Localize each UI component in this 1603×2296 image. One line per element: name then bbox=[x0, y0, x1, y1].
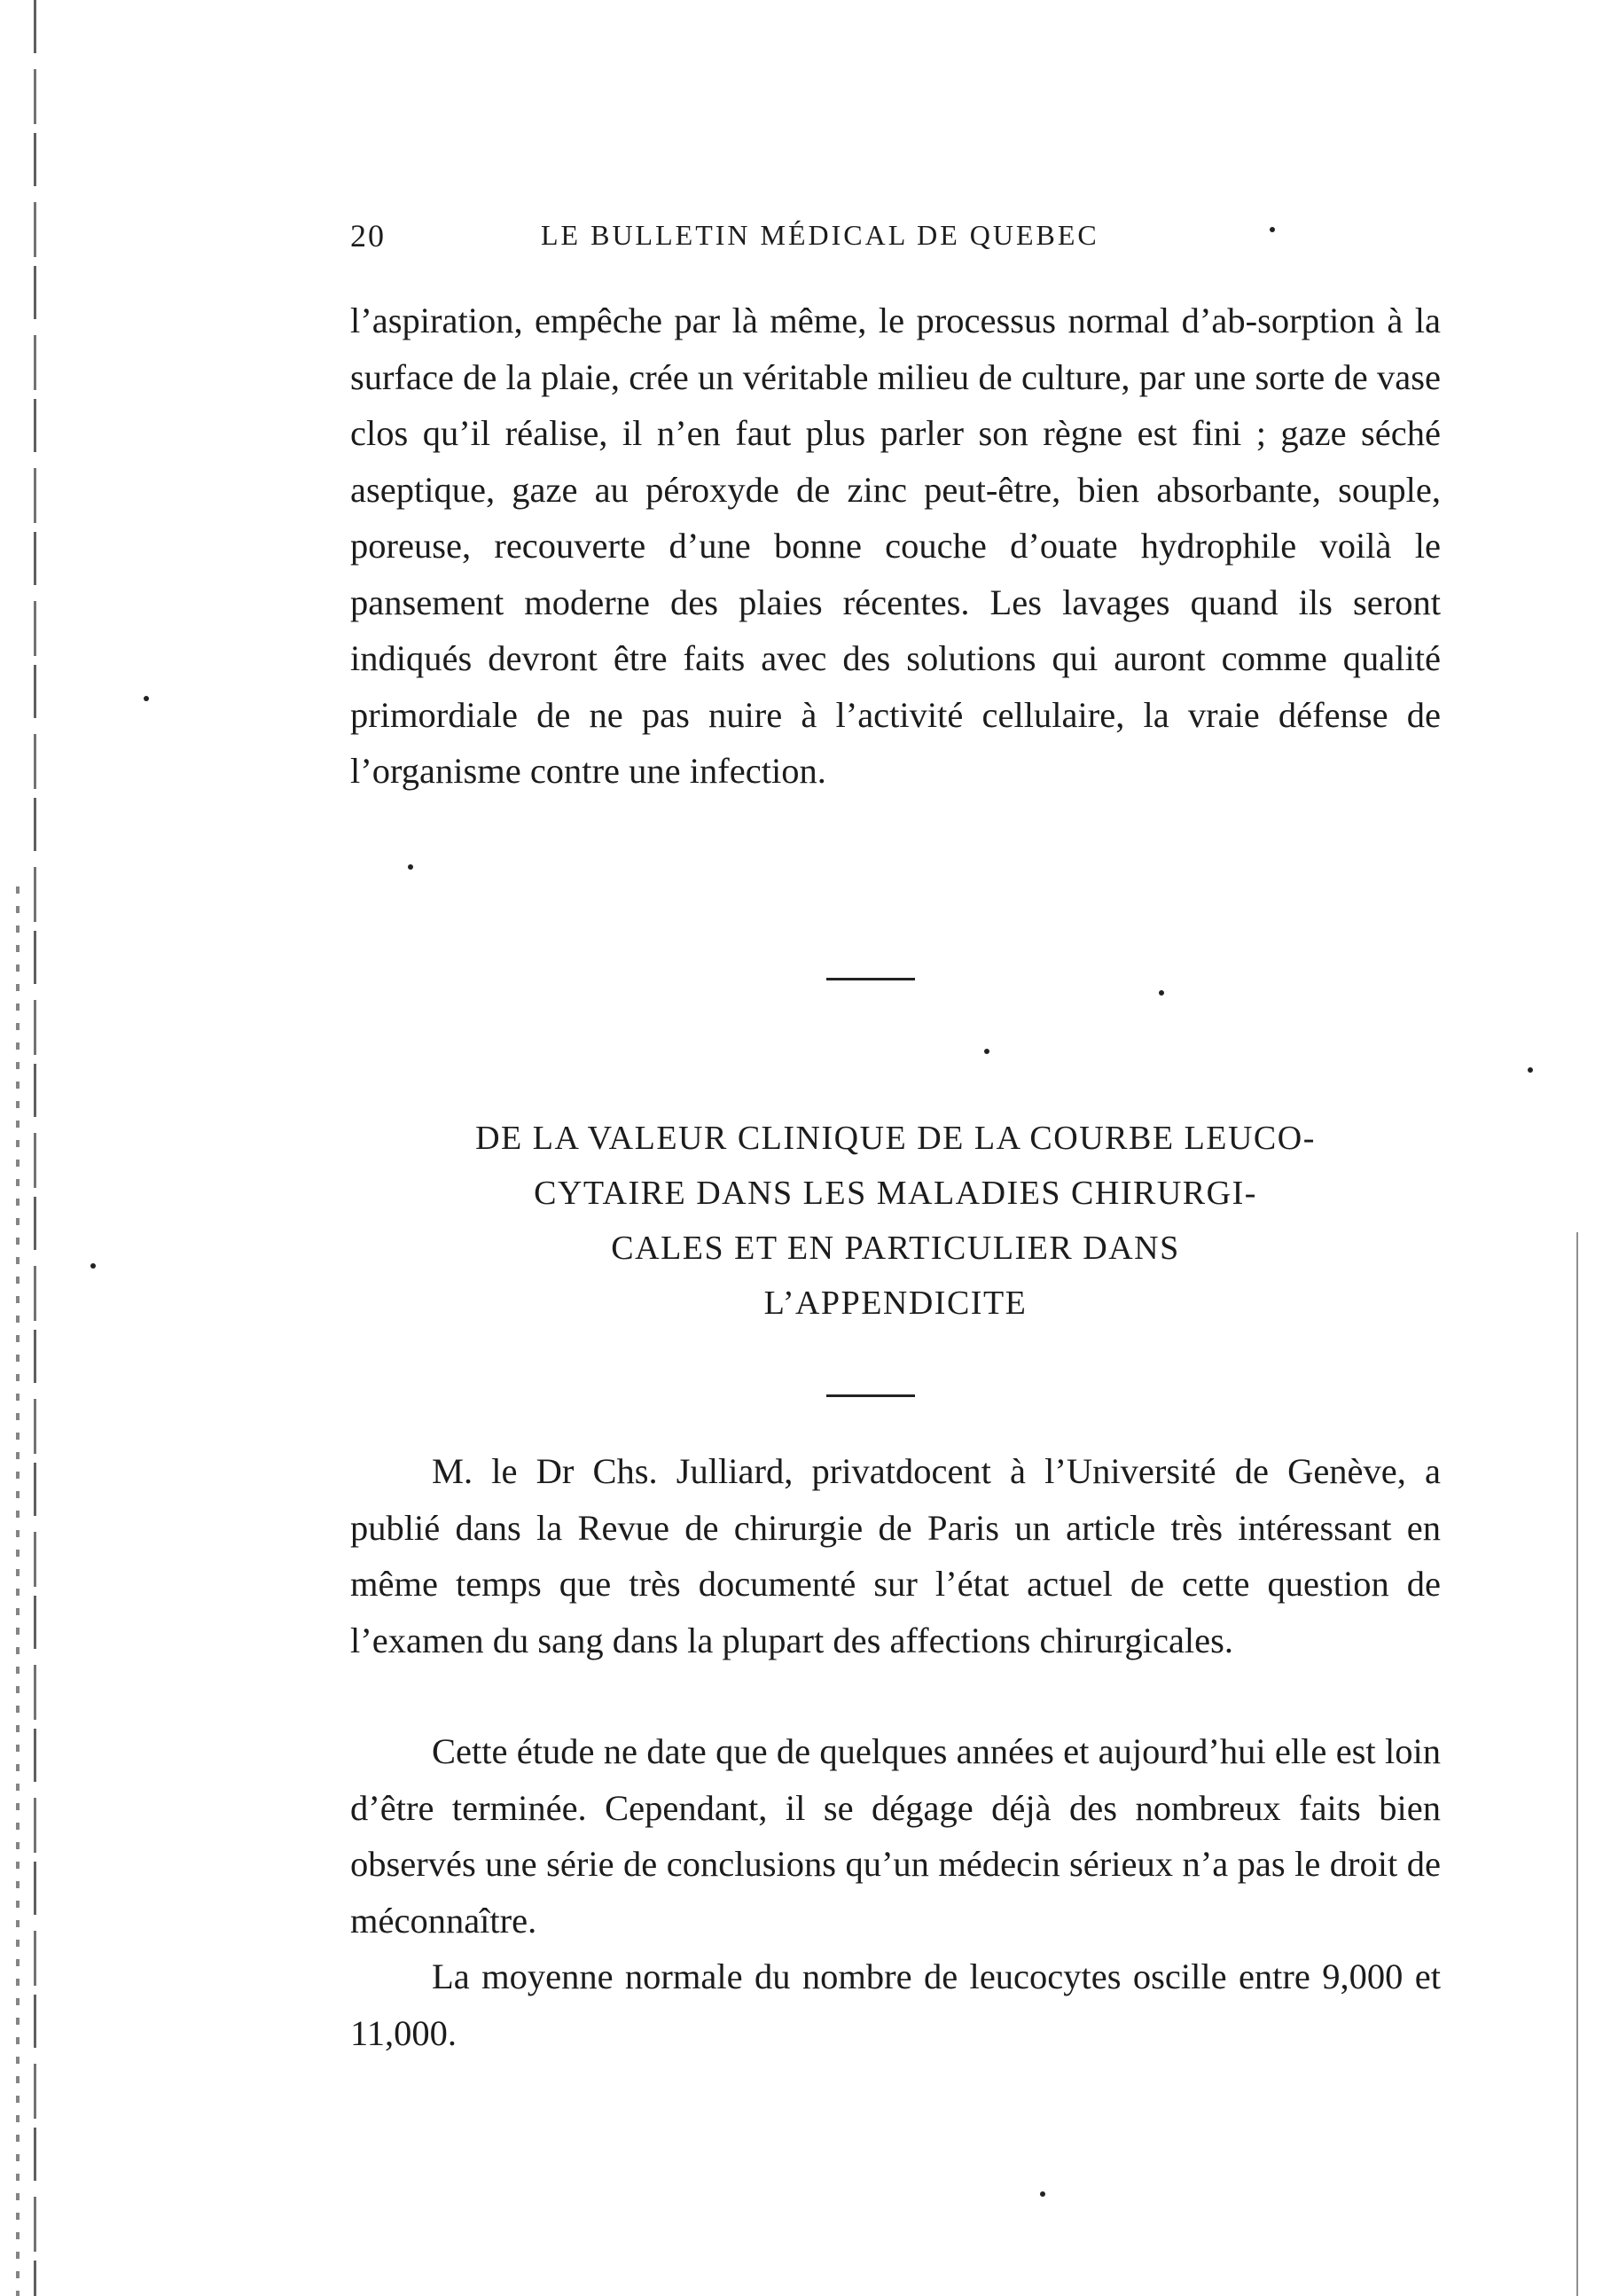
body-paragraph: Cette étude ne date que de quelques années et aujourd’hui elle est loin d’être terminée. Cependant, il se dégage déjà des nombreux faits bien observés une série de conclusions qu’un médecin sérieux n’a pas le droit de méconnaître. bbox=[350, 1731, 1441, 1941]
scan-speck bbox=[408, 864, 413, 870]
scan-speck bbox=[144, 696, 149, 701]
page-edge bbox=[1576, 1232, 1578, 2296]
article-title bbox=[350, 1111, 1441, 1331]
section-divider bbox=[826, 978, 915, 980]
page-number: 20 bbox=[350, 218, 386, 254]
binding-edge-shadow bbox=[16, 886, 20, 2296]
scan-speck bbox=[90, 1263, 96, 1269]
binding-edge bbox=[34, 0, 36, 2296]
title-divider bbox=[826, 1394, 915, 1397]
scan-speck bbox=[1040, 2191, 1045, 2197]
scan-speck bbox=[984, 1049, 989, 1054]
article-title-line: CYTAIRE DANS LES MALADIES CHIRURGI- bbox=[534, 1175, 1257, 1212]
article-title-line: L’APPENDICITE bbox=[763, 1285, 1028, 1322]
scan-speck bbox=[1159, 990, 1164, 996]
scan-speck bbox=[1270, 227, 1275, 232]
page-header bbox=[350, 217, 1272, 262]
body-paragraph: M. le Dr Chs. Julliard, privatdocent à l’Université de Genève, a publié dans la Revue de chirurgie de Paris un article très intéressant en même temps que très documenté sur l’état actuel de cette question de l’examen du sang dans la plupart des affections chirurgicales. bbox=[350, 1451, 1441, 1660]
article-title-line: DE LA VALEUR CLINIQUE DE LA COURBE LEUCO- bbox=[475, 1120, 1316, 1157]
article-title-line: CALES ET EN PARTICULIER DANS bbox=[611, 1230, 1180, 1267]
body-paragraph: La moyenne normale du nombre de leucocytes oscille entre 9,000 et 11,000. bbox=[350, 1956, 1441, 2053]
running-head: LE BULLETIN MÉDICAL DE QUEBEC bbox=[541, 219, 1099, 251]
body-paragraph: l’aspiration, empêche par là même, le processus normal d’ab-sorption à la surface de la plaie, crée un véritable milieu de culture, par une sorte de vase clos qu’il réalise, il n’en faut plus parler son règne est fini ; gaze séché aseptique, gaze au péroxyde de zinc peut-être, bien absorbante, souple, poreuse, recouverte d’une bonne couche d’ouate hydrophile voilà le pansement moderne des plaies récentes. Les lavages quand ils seront indiqués devront être faits avec des solutions qui auront comme qualité primordiale de ne pas nuire à l’activité cellulaire, la vraie défense de l’organisme contre une infection. bbox=[350, 301, 1441, 791]
scan-speck bbox=[1528, 1067, 1533, 1073]
